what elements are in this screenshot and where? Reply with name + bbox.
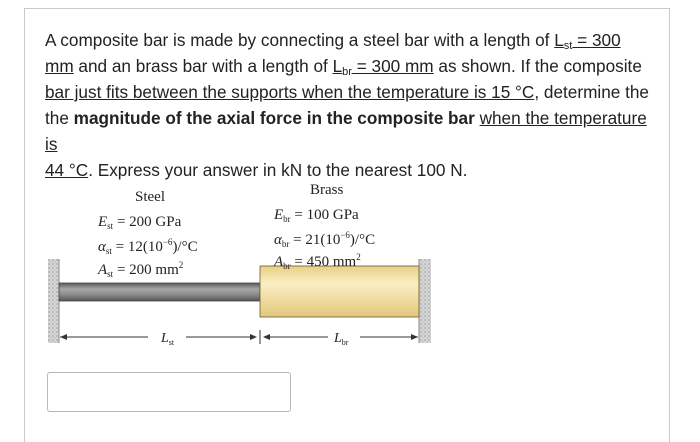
value: = 100 GPa (290, 207, 359, 223)
final-temperature-condition: when the temperature is (45, 108, 647, 154)
steel-bar (59, 283, 260, 301)
symbol: α (98, 239, 106, 255)
question-part: L (554, 30, 564, 50)
exponent: 2 (356, 252, 361, 262)
brass-thermal-coefficient (274, 230, 375, 249)
steel-length-label (160, 331, 175, 347)
question-part: A composite bar is made by connecting a steel bar with a length of (45, 30, 555, 50)
question-part: = 300 mm (351, 56, 434, 76)
final-temperature-value: 44 °C (45, 160, 89, 180)
subscript: br (341, 338, 349, 347)
subscript: br (283, 214, 291, 224)
arrow-left-icon (263, 334, 270, 340)
subscript: br (283, 261, 291, 271)
symbol: A (98, 262, 108, 278)
right-support (419, 259, 431, 343)
question-card (24, 8, 670, 442)
symbol: A (274, 254, 284, 270)
brass-length-spec (333, 56, 434, 76)
value: = 12(10 (111, 239, 163, 255)
steel-area (97, 260, 183, 279)
symbol: E (98, 214, 108, 230)
question-part: and an brass bar with a length of (73, 56, 333, 76)
arrow-right-icon (250, 334, 257, 340)
subscript: st (105, 246, 112, 256)
answer-input[interactable] (47, 372, 291, 412)
subscript: st (107, 269, 114, 279)
arrow-right-icon (411, 334, 418, 340)
subscript: st (107, 221, 114, 231)
composite-bar-figure (48, 171, 448, 361)
value: = 21(10 (289, 232, 341, 248)
steel-modulus (97, 214, 182, 231)
question-part: mm (45, 56, 74, 76)
symbol: α (274, 232, 282, 248)
question-part: L (332, 56, 343, 76)
steel-title: Steel (135, 189, 165, 205)
question-part: st (563, 40, 573, 52)
dimension-lines (60, 330, 418, 344)
symbol: E (274, 207, 284, 223)
exponent: 2 (178, 260, 184, 270)
question-part: as shown. If the composite (433, 56, 642, 76)
brass-area (273, 252, 361, 271)
value: = 200 GPa (113, 214, 182, 230)
unit: )/°C (349, 232, 376, 248)
exponent: −6 (162, 237, 173, 247)
brass-modulus (273, 207, 359, 224)
question-part: the (45, 108, 74, 128)
unit: )/°C (172, 239, 198, 255)
question-part: br (342, 66, 352, 78)
brass-title: Brass (310, 182, 344, 198)
symbol: L (334, 331, 342, 346)
subscript: br (281, 239, 290, 249)
brass-bar (260, 266, 419, 317)
steel-thermal-coefficient (98, 237, 198, 256)
target-quantity: magnitude of the axial force in the composite bar (73, 108, 475, 128)
value: = 200 mm (113, 262, 179, 278)
question-part: = 300 (572, 30, 621, 50)
brass-length-label (333, 331, 349, 347)
question-part: , determine the (534, 82, 649, 102)
question-text (45, 27, 655, 183)
subscript: st (168, 338, 175, 347)
left-support (48, 259, 59, 343)
symbol: L (161, 331, 169, 346)
steel-length-spec (554, 30, 620, 50)
exponent: −6 (340, 230, 350, 240)
initial-temperature-condition: bar just fits between the supports when the temperature is 15 °C (45, 82, 535, 102)
question-part: . Express your answer in kN to the nearest 100 N. (88, 160, 468, 180)
arrow-left-icon (60, 334, 67, 340)
value: = 450 mm (290, 254, 357, 270)
